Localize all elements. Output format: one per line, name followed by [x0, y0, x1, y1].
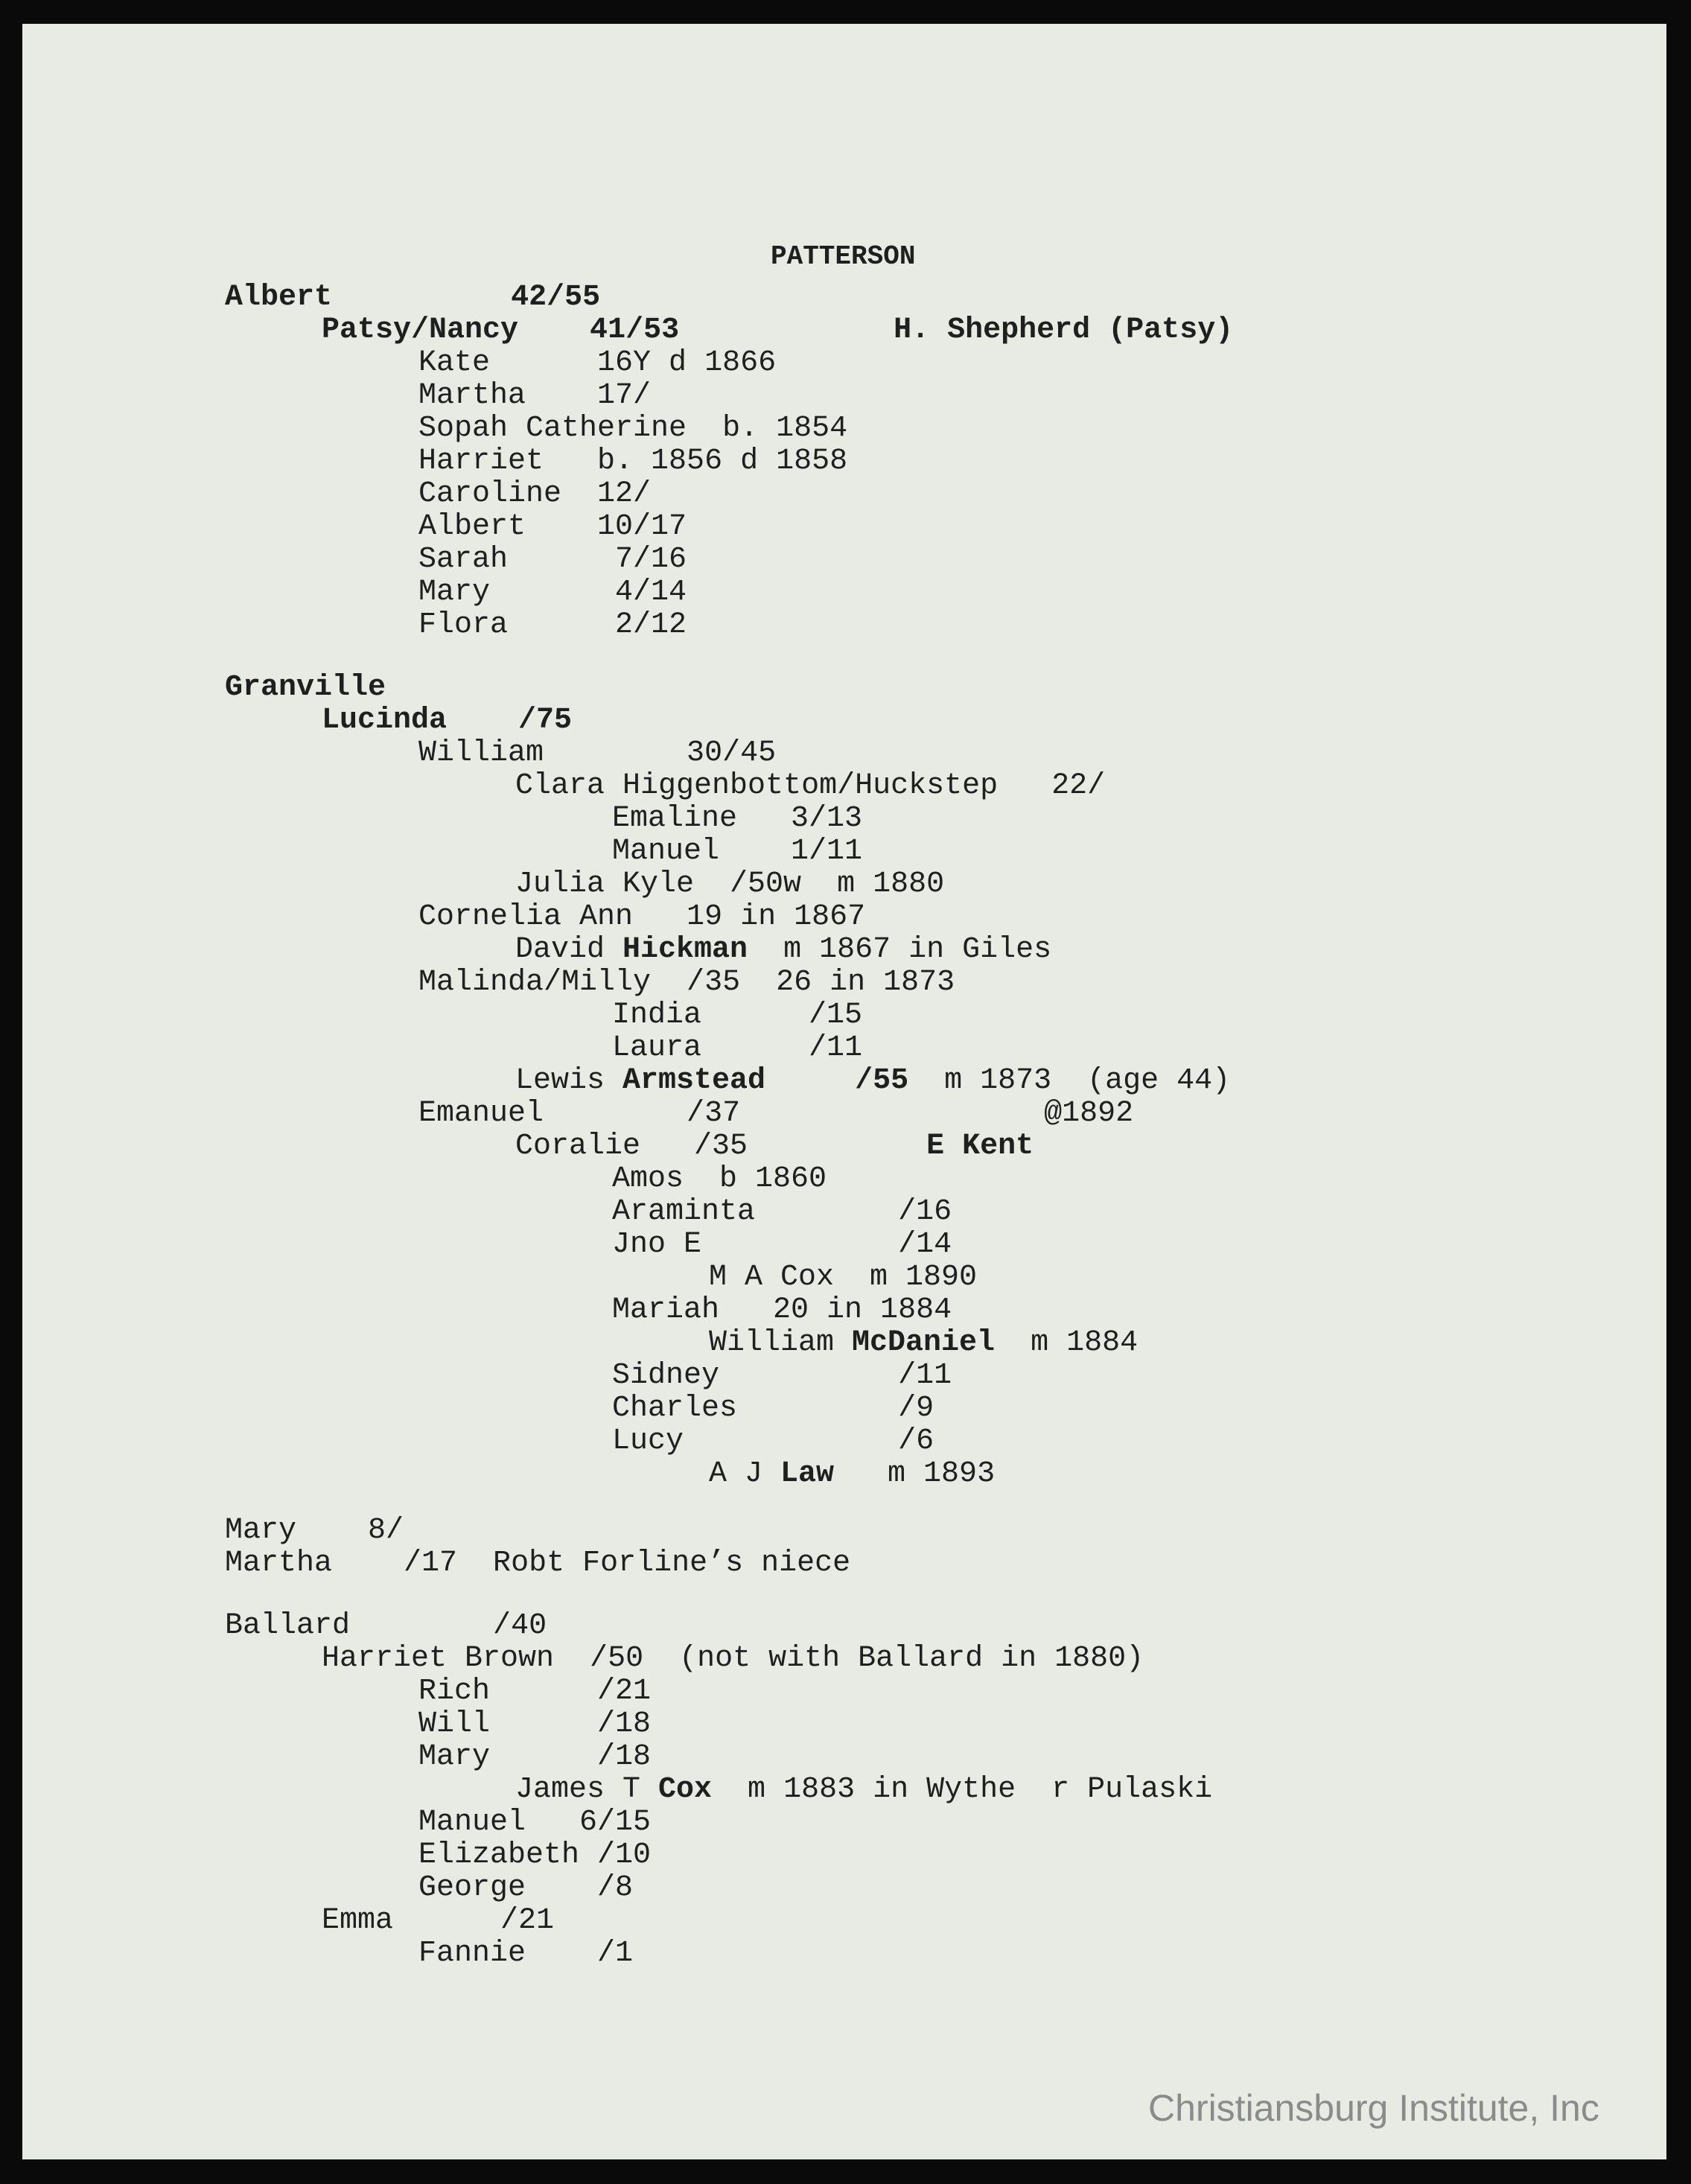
entry-text: Martha /17 Robt Forline’s niece: [225, 1547, 851, 1580]
entry-text: James T: [515, 1773, 659, 1806]
genealogy-line: [418, 737, 776, 770]
entry-text: William 30/45: [418, 736, 777, 770]
genealogy-line: [418, 413, 847, 445]
entry-text: Mary 8/: [225, 1514, 404, 1547]
genealogy-line: [709, 1327, 1138, 1360]
entry-text: M A Cox m 1890: [709, 1261, 978, 1294]
entry-text: Lucy /6: [612, 1424, 934, 1458]
entry-text: Mary /18: [418, 1740, 652, 1774]
entry-text: Mary 4/14: [418, 576, 687, 609]
genealogy-line: [515, 770, 1105, 803]
entry-text: David: [515, 933, 623, 967]
entry-text: Sidney /11: [612, 1359, 952, 1392]
entry-text: Sarah 7/16: [418, 543, 687, 576]
genealogy-line: [225, 672, 386, 704]
genealogy-line: [225, 281, 600, 314]
genealogy-line: [612, 1392, 934, 1425]
genealogy-line: [418, 967, 955, 999]
genealogy-line: [515, 868, 944, 901]
genealogy-line: [322, 314, 1233, 347]
entry-text: Manuel 6/15: [418, 1806, 652, 1839]
genealogy-line: [515, 1065, 1230, 1098]
genealogy-line: [418, 1675, 651, 1708]
entry-text: Lewis: [515, 1064, 623, 1098]
entry-text: Harriet b. 1856 d 1858: [418, 445, 848, 478]
entry-text-bold: McDaniel: [852, 1326, 996, 1360]
entry-text: Jno E /14: [612, 1228, 952, 1261]
entry-text-bold: Cox: [658, 1773, 713, 1806]
genealogy-line: [225, 1610, 547, 1643]
genealogy-line: [612, 1229, 952, 1261]
genealogy-line: [515, 1774, 1212, 1806]
entry-text: Martha 17/: [418, 379, 652, 413]
genealogy-line: [418, 478, 651, 511]
entry-text: m 1884: [995, 1326, 1139, 1360]
genealogy-line: [322, 1905, 554, 1938]
entry-text: Rich /21: [418, 1675, 652, 1708]
genealogy-line: [612, 1032, 862, 1065]
entry-text: Araminta /16: [612, 1195, 952, 1229]
entry-text: Harriet Brown /50 (not with Ballard in 1880): [322, 1642, 1144, 1675]
genealogy-line: [612, 1360, 952, 1392]
entry-text: Ballard /40: [225, 1609, 547, 1643]
entry-text: m 1867 in Giles: [748, 933, 1052, 967]
entry-text-bold: Patsy/Nancy 41/53: [322, 313, 680, 347]
entry-text: m 1883 in Wythe r Pulaski: [712, 1773, 1213, 1806]
entry-text: [679, 313, 894, 347]
entry-text-bold: Lucinda /75: [322, 704, 573, 737]
entry-text-bold: Albert 42/55: [225, 281, 601, 314]
entry-text: Emma /21: [322, 1904, 555, 1938]
entry-text-bold: Armstead /55: [622, 1064, 909, 1098]
entry-text-bold: Law: [780, 1457, 835, 1491]
entry-text: Mariah 20 in 1884: [612, 1293, 952, 1327]
genealogy-line: [225, 1515, 404, 1547]
genealogy-line: [612, 1425, 934, 1458]
entry-text: Sopah Catherine b. 1854: [418, 412, 848, 445]
entry-text: Emaline 3/13: [612, 802, 863, 835]
entry-text: Manuel 1/11: [612, 835, 863, 868]
entry-text: Flora 2/12: [418, 608, 687, 642]
entry-text: Kate 16Y d 1866: [418, 346, 777, 380]
entry-text: Laura /11: [612, 1031, 863, 1065]
entry-text: Malinda/Milly /35 26 in 1873: [418, 966, 955, 999]
entry-text: A J: [709, 1457, 781, 1491]
entry-text: Albert 10/17: [418, 510, 687, 544]
genealogy-line: [612, 803, 862, 835]
genealogy-line: [709, 1261, 977, 1294]
entry-text: m 1873 (age 44): [908, 1064, 1231, 1098]
entry-text: Cornelia Ann 19 in 1867: [418, 900, 866, 934]
genealogy-line: [612, 999, 862, 1032]
genealogy-line: [612, 1294, 952, 1327]
genealogy-line: [515, 1130, 1034, 1163]
genealogy-line: [225, 1547, 850, 1580]
genealogy-line: [418, 544, 687, 576]
entry-text-bold: Hickman: [622, 933, 748, 967]
genealogy-line: [418, 380, 651, 413]
genealogy-line: [418, 1098, 1133, 1130]
entry-text: Julia Kyle /50w m 1880: [515, 867, 945, 901]
entry-text: Elizabeth /10: [418, 1838, 652, 1872]
genealogy-line: [322, 1643, 1144, 1675]
page-title: PATTERSON: [771, 241, 916, 272]
genealogy-line: [418, 347, 776, 380]
genealogy-line: [418, 1806, 651, 1839]
genealogy-line: [418, 901, 865, 934]
entry-text: William: [709, 1326, 853, 1360]
genealogy-line: [612, 1163, 827, 1196]
entry-text: Amos b 1860: [612, 1162, 827, 1196]
genealogy-line: [418, 445, 847, 478]
entry-text-bold: H. Shepherd (Patsy): [894, 313, 1234, 347]
entry-text: Caroline 12/: [418, 477, 652, 511]
genealogy-line: [418, 1741, 651, 1774]
entry-text: Coralie /35: [515, 1130, 927, 1163]
genealogy-line: [418, 1872, 633, 1905]
watermark: Christiansburg Institute, Inc: [1148, 2087, 1599, 2129]
genealogy-line: [322, 704, 572, 737]
entry-text: Clara Higgenbottom/Huckstep 22/: [515, 769, 1106, 803]
entry-text: Charles /9: [612, 1392, 934, 1425]
genealogy-line: [418, 609, 687, 642]
genealogy-line: [709, 1458, 995, 1491]
document-page: [22, 24, 1666, 2159]
entry-text: Fannie /1: [418, 1937, 634, 1970]
genealogy-line: [612, 835, 862, 868]
entry-text-bold: E Kent: [926, 1130, 1034, 1163]
entry-text: Emanuel /37 @1892: [418, 1097, 1134, 1130]
entry-text: George /8: [418, 1871, 634, 1905]
genealogy-line: [515, 934, 1051, 967]
genealogy-line: [418, 511, 687, 544]
genealogy-line: [612, 1196, 952, 1229]
genealogy-line: [418, 1708, 651, 1741]
genealogy-line: [418, 576, 687, 609]
entry-text: m 1893: [834, 1457, 996, 1491]
entry-text: India /15: [612, 999, 863, 1032]
genealogy-line: [418, 1938, 633, 1970]
entry-text: Will /18: [418, 1707, 652, 1741]
entry-text-bold: Granville: [225, 671, 386, 704]
genealogy-line: [418, 1839, 651, 1872]
